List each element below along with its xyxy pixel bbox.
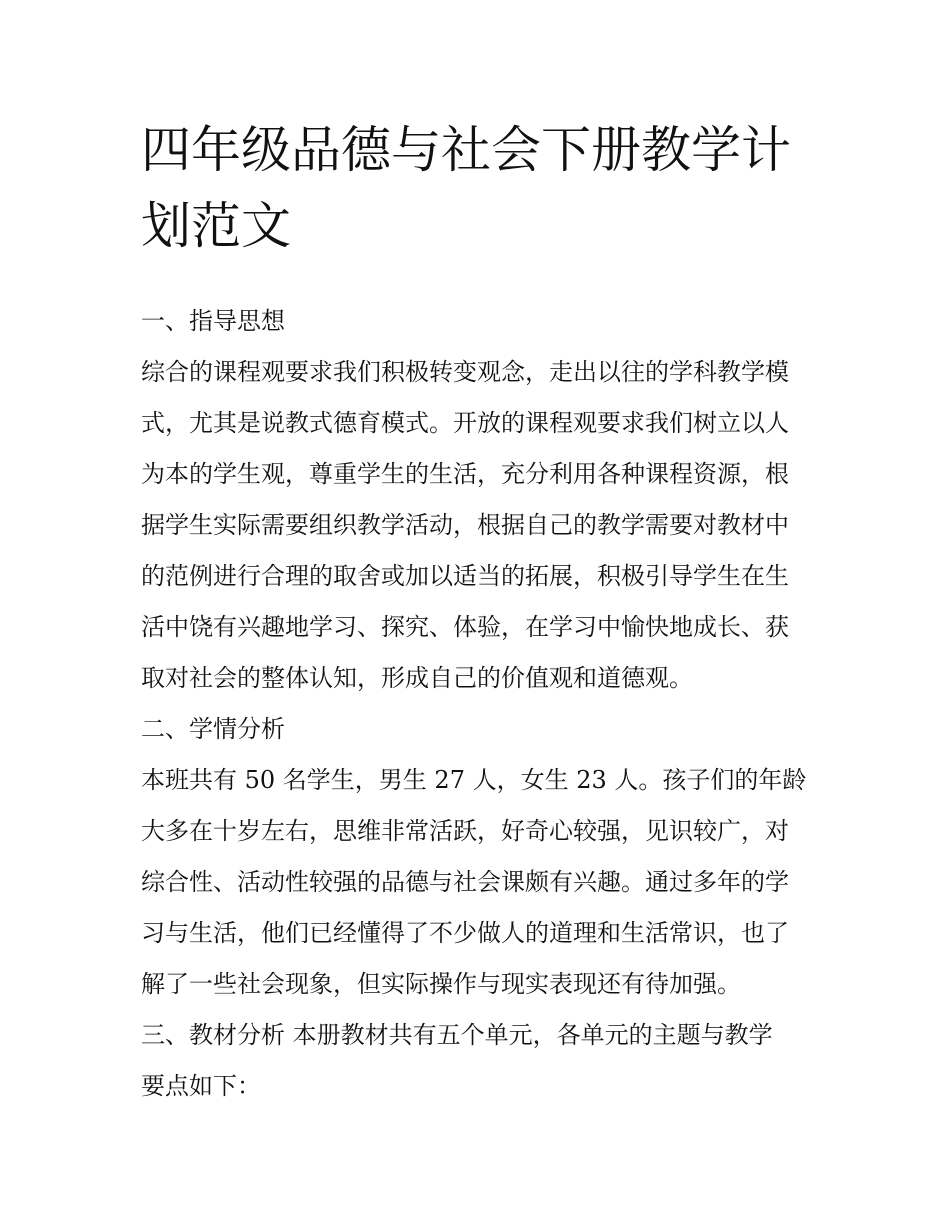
- paragraph-line: 为本的学生观，尊重学生的生活，充分利用各种课程资源，根: [141, 460, 789, 488]
- paragraph-line: 取对社会的整体认知，形成自己的价值观和道德观。: [141, 664, 693, 692]
- paragraph-line: 活中饶有兴趣地学习、探究、体验，在学习中愉快地成长、获: [141, 613, 789, 641]
- paragraph-line: 要点如下：: [141, 1072, 261, 1100]
- section-heading-learning-analysis: 二、学情分析: [141, 715, 285, 743]
- section-heading-guiding-ideology: 一、指导思想: [141, 307, 285, 335]
- paragraph-line: 式，尤其是说教式德育模式。开放的课程观要求我们树立以人: [141, 409, 789, 437]
- paragraph-line: 解了一些社会现象，但实际操作与现实表现还有待加强。: [141, 970, 741, 998]
- paragraph-line: 习与生活，他们已经懂得了不少做人的道理和生活常识，也了: [141, 919, 789, 947]
- paragraph-line: 的范例进行合理的取舍或加以适当的拓展，积极引导学生在生: [141, 562, 789, 590]
- paragraph-line: 据学生实际需要组织教学活动，根据自己的教学需要对教材中: [141, 511, 789, 539]
- document-content: [141, 112, 813, 1112]
- paragraph-line-textbook-analysis: 三、教材分析 本册教材共有五个单元，各单元的主题与教学: [141, 1021, 773, 1049]
- document-body: [141, 296, 813, 1112]
- paragraph-line: 综合性、活动性较强的品德与社会课颇有兴趣。通过多年的学: [141, 868, 789, 896]
- paragraph-line: 本班共有 50 名学生，男生 27 人，女生 23 人。孩子们的年龄: [141, 766, 807, 794]
- title-line-2: 划范文: [141, 197, 291, 255]
- paragraph-line: 大多在十岁左右，思维非常活跃，好奇心较强，见识较广，对: [141, 817, 789, 845]
- title-line-1: 四年级品德与社会下册教学计: [141, 121, 791, 179]
- document-title: [141, 112, 813, 264]
- paragraph-line: 综合的课程观要求我们积极转变观念，走出以往的学科教学模: [141, 358, 789, 386]
